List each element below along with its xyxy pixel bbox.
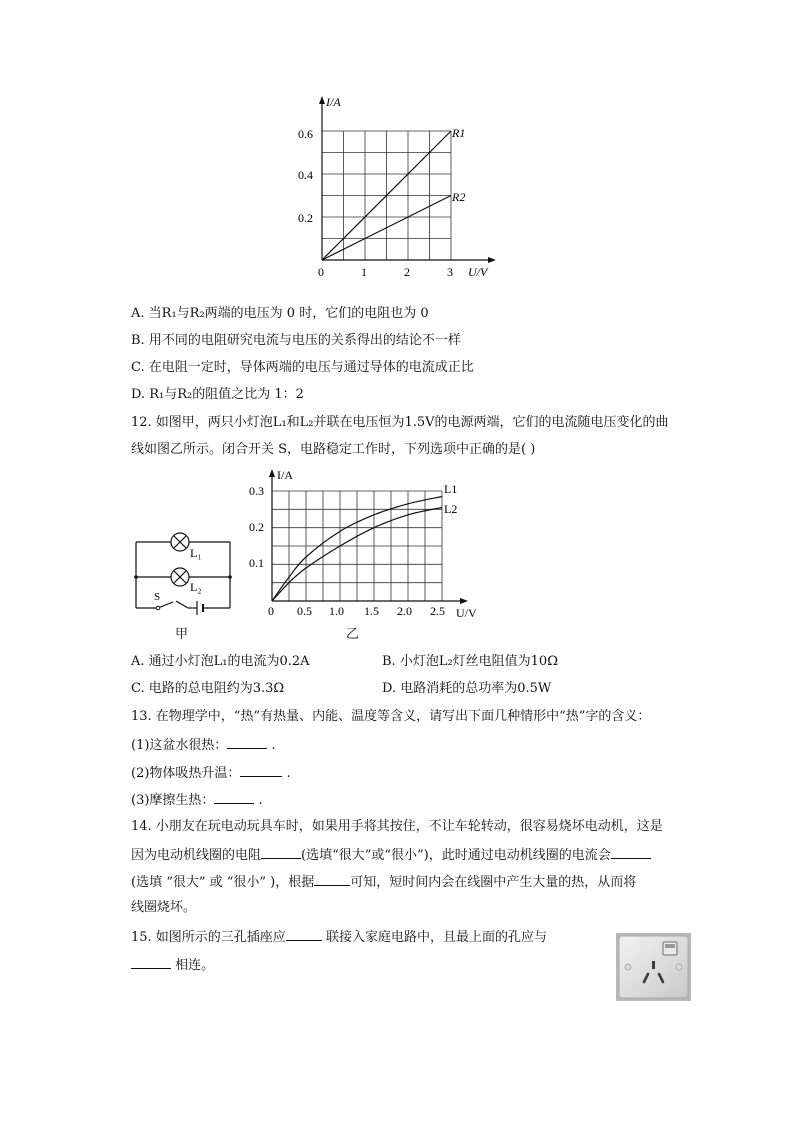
chart2-xtick-2.5: 2.5 bbox=[430, 604, 445, 618]
chart1-ytick-0.6: 0.6 bbox=[298, 127, 313, 141]
q15-blank-2[interactable] bbox=[131, 955, 171, 969]
q15-blank-1[interactable] bbox=[286, 927, 322, 941]
q14-line1: 14. 小朋友在玩电动玩具车时，如果用手将其按住，不让车轮转动，很容易烧坏电动机，这是 bbox=[131, 819, 663, 834]
chart1-xtick-3: 3 bbox=[447, 265, 453, 279]
chart-lamp-iv bbox=[240, 463, 490, 623]
q13-item3-text: (3)摩擦生热： bbox=[131, 793, 215, 808]
q14-blank-3[interactable] bbox=[314, 872, 350, 886]
chart1-xtick-2: 2 bbox=[404, 265, 410, 279]
circuit-l1-label: L₁ bbox=[190, 546, 202, 560]
chart2-ytick-0.3: 0.3 bbox=[249, 484, 264, 498]
chart2-xlabel: U/V bbox=[456, 606, 477, 620]
q14-blank-2[interactable] bbox=[611, 845, 651, 859]
chart2-ytick-0.1: 0.1 bbox=[249, 556, 264, 570]
chart2-label-l1: L1 bbox=[444, 482, 458, 496]
chart2-xtick-0: 0 bbox=[268, 604, 274, 618]
chart1-xtick-0: 0 bbox=[318, 265, 324, 279]
chart2-xtick-0.5: 0.5 bbox=[297, 604, 312, 618]
fig-yi-caption: 乙 bbox=[346, 627, 360, 642]
q13-item3: (3)摩擦生热： . bbox=[131, 790, 263, 810]
q14-line2b: (选填“很大”或“很小”)，此时通过电动机线圈的电流会 bbox=[301, 848, 611, 863]
q11-option-a: A. 当R₁与R₂两端的电压为 0 时，它们的电阻也为 0 bbox=[131, 306, 429, 321]
q14-line2 bbox=[131, 845, 651, 865]
q13-item2: (2)物体吸热升温： . bbox=[131, 763, 291, 783]
chart1-ytick-0.2: 0.2 bbox=[298, 211, 313, 225]
q14-line4: 线圈烧坏。 bbox=[131, 900, 197, 915]
chart1-ylabel: I/A bbox=[326, 95, 341, 109]
chart1-xtick-1: 1 bbox=[361, 265, 367, 279]
q13-blank-2[interactable] bbox=[240, 763, 282, 777]
circuit-switch-label: S bbox=[154, 591, 161, 603]
q13-blank-3[interactable] bbox=[214, 790, 254, 804]
q11-option-b: B. 用不同的电阻研究电流与电压的关系得出的结论不一样 bbox=[131, 333, 461, 348]
q12-stem-line1: 12. 如图甲，两只小灯泡L₁和L₂并联在电压恒为1.5V的电源两端，它们的电流随电压变化的曲 bbox=[131, 415, 669, 430]
q12-option-c: C. 电路的总电阻约为3.3Ω bbox=[131, 681, 285, 696]
chart2-xtick-1.0: 1.0 bbox=[329, 604, 344, 618]
lamp-l1-icon bbox=[171, 533, 189, 551]
circuit-l2-label: L₂ bbox=[190, 580, 202, 594]
chart2-ytick-0.2: 0.2 bbox=[249, 520, 264, 534]
q14-blank-1[interactable] bbox=[261, 845, 301, 859]
q13-item1: (1)这盆水很热： . bbox=[131, 735, 276, 755]
q14-line2a: 因为电动机线圈的电阻 bbox=[131, 848, 262, 863]
q11-option-c: C. 在电阻一定时，导体两端的电压与通过导体的电流成正比 bbox=[131, 360, 474, 375]
q11-option-d: D. R₁与R₂的阻值之比为 1：2 bbox=[131, 387, 304, 402]
chart1-label-r1: R1 bbox=[452, 126, 466, 140]
q14-line3a: (选填 “很大” 或 “很小” )，根据 bbox=[131, 875, 315, 890]
q12-option-a: A. 通过小灯泡L₁的电流为0.2A bbox=[131, 654, 310, 669]
chart-resistance bbox=[290, 92, 510, 282]
chart2-label-l2: L2 bbox=[444, 502, 458, 516]
chart1-axes bbox=[319, 96, 496, 263]
q13-stem: 13. 在物理学中，“热”有热量、内能、温度等含义，请写出下面几种情形中“热”字的含义： bbox=[131, 709, 651, 724]
chart2-axes bbox=[269, 469, 468, 604]
chart2-ylabel: I/A bbox=[277, 468, 293, 482]
q12-stem-line2: 线如图乙所示。闭合开关 S，电路稳定工作时，下列选项中正确的是( ) bbox=[131, 442, 536, 457]
q13-item1-text: (1)这盆水很热： bbox=[131, 738, 228, 753]
q14-line3 bbox=[131, 872, 636, 892]
chart2-xtick-2.0: 2.0 bbox=[397, 604, 412, 618]
q15-line2-text: 相连。 bbox=[171, 958, 215, 973]
q13-item2-text: (2)物体吸热升温： bbox=[131, 766, 241, 781]
q15-line1 bbox=[131, 927, 547, 947]
chart2-xtick-1.5: 1.5 bbox=[364, 604, 379, 618]
chart1-xlabel: U/V bbox=[468, 265, 488, 279]
three-pin-socket-image bbox=[616, 933, 691, 1001]
lamp-l2-icon bbox=[171, 568, 189, 586]
q15-line1a: 15. 如图所示的三孔插座应 bbox=[131, 930, 286, 945]
chart1-label-r2: R2 bbox=[452, 190, 466, 204]
fig-jia-caption: 甲 bbox=[175, 627, 189, 642]
q12-option-d: D. 电路消耗的总功率为0.5W bbox=[382, 681, 552, 696]
circuit-diagram bbox=[128, 525, 238, 625]
chart1-ytick-0.4: 0.4 bbox=[298, 168, 313, 182]
q15-line1b: 联接入家庭电路中，且最上面的孔应与 bbox=[321, 930, 547, 945]
q12-option-b: B. 小灯泡L₂灯丝电阻值为10Ω bbox=[382, 654, 558, 669]
q15-line2 bbox=[131, 955, 214, 975]
chart2-grid bbox=[272, 491, 442, 601]
q14-line3b: 可知，短时间内会在线圈中产生大量的热，从而将 bbox=[350, 875, 637, 890]
q13-blank-1[interactable] bbox=[227, 735, 267, 749]
